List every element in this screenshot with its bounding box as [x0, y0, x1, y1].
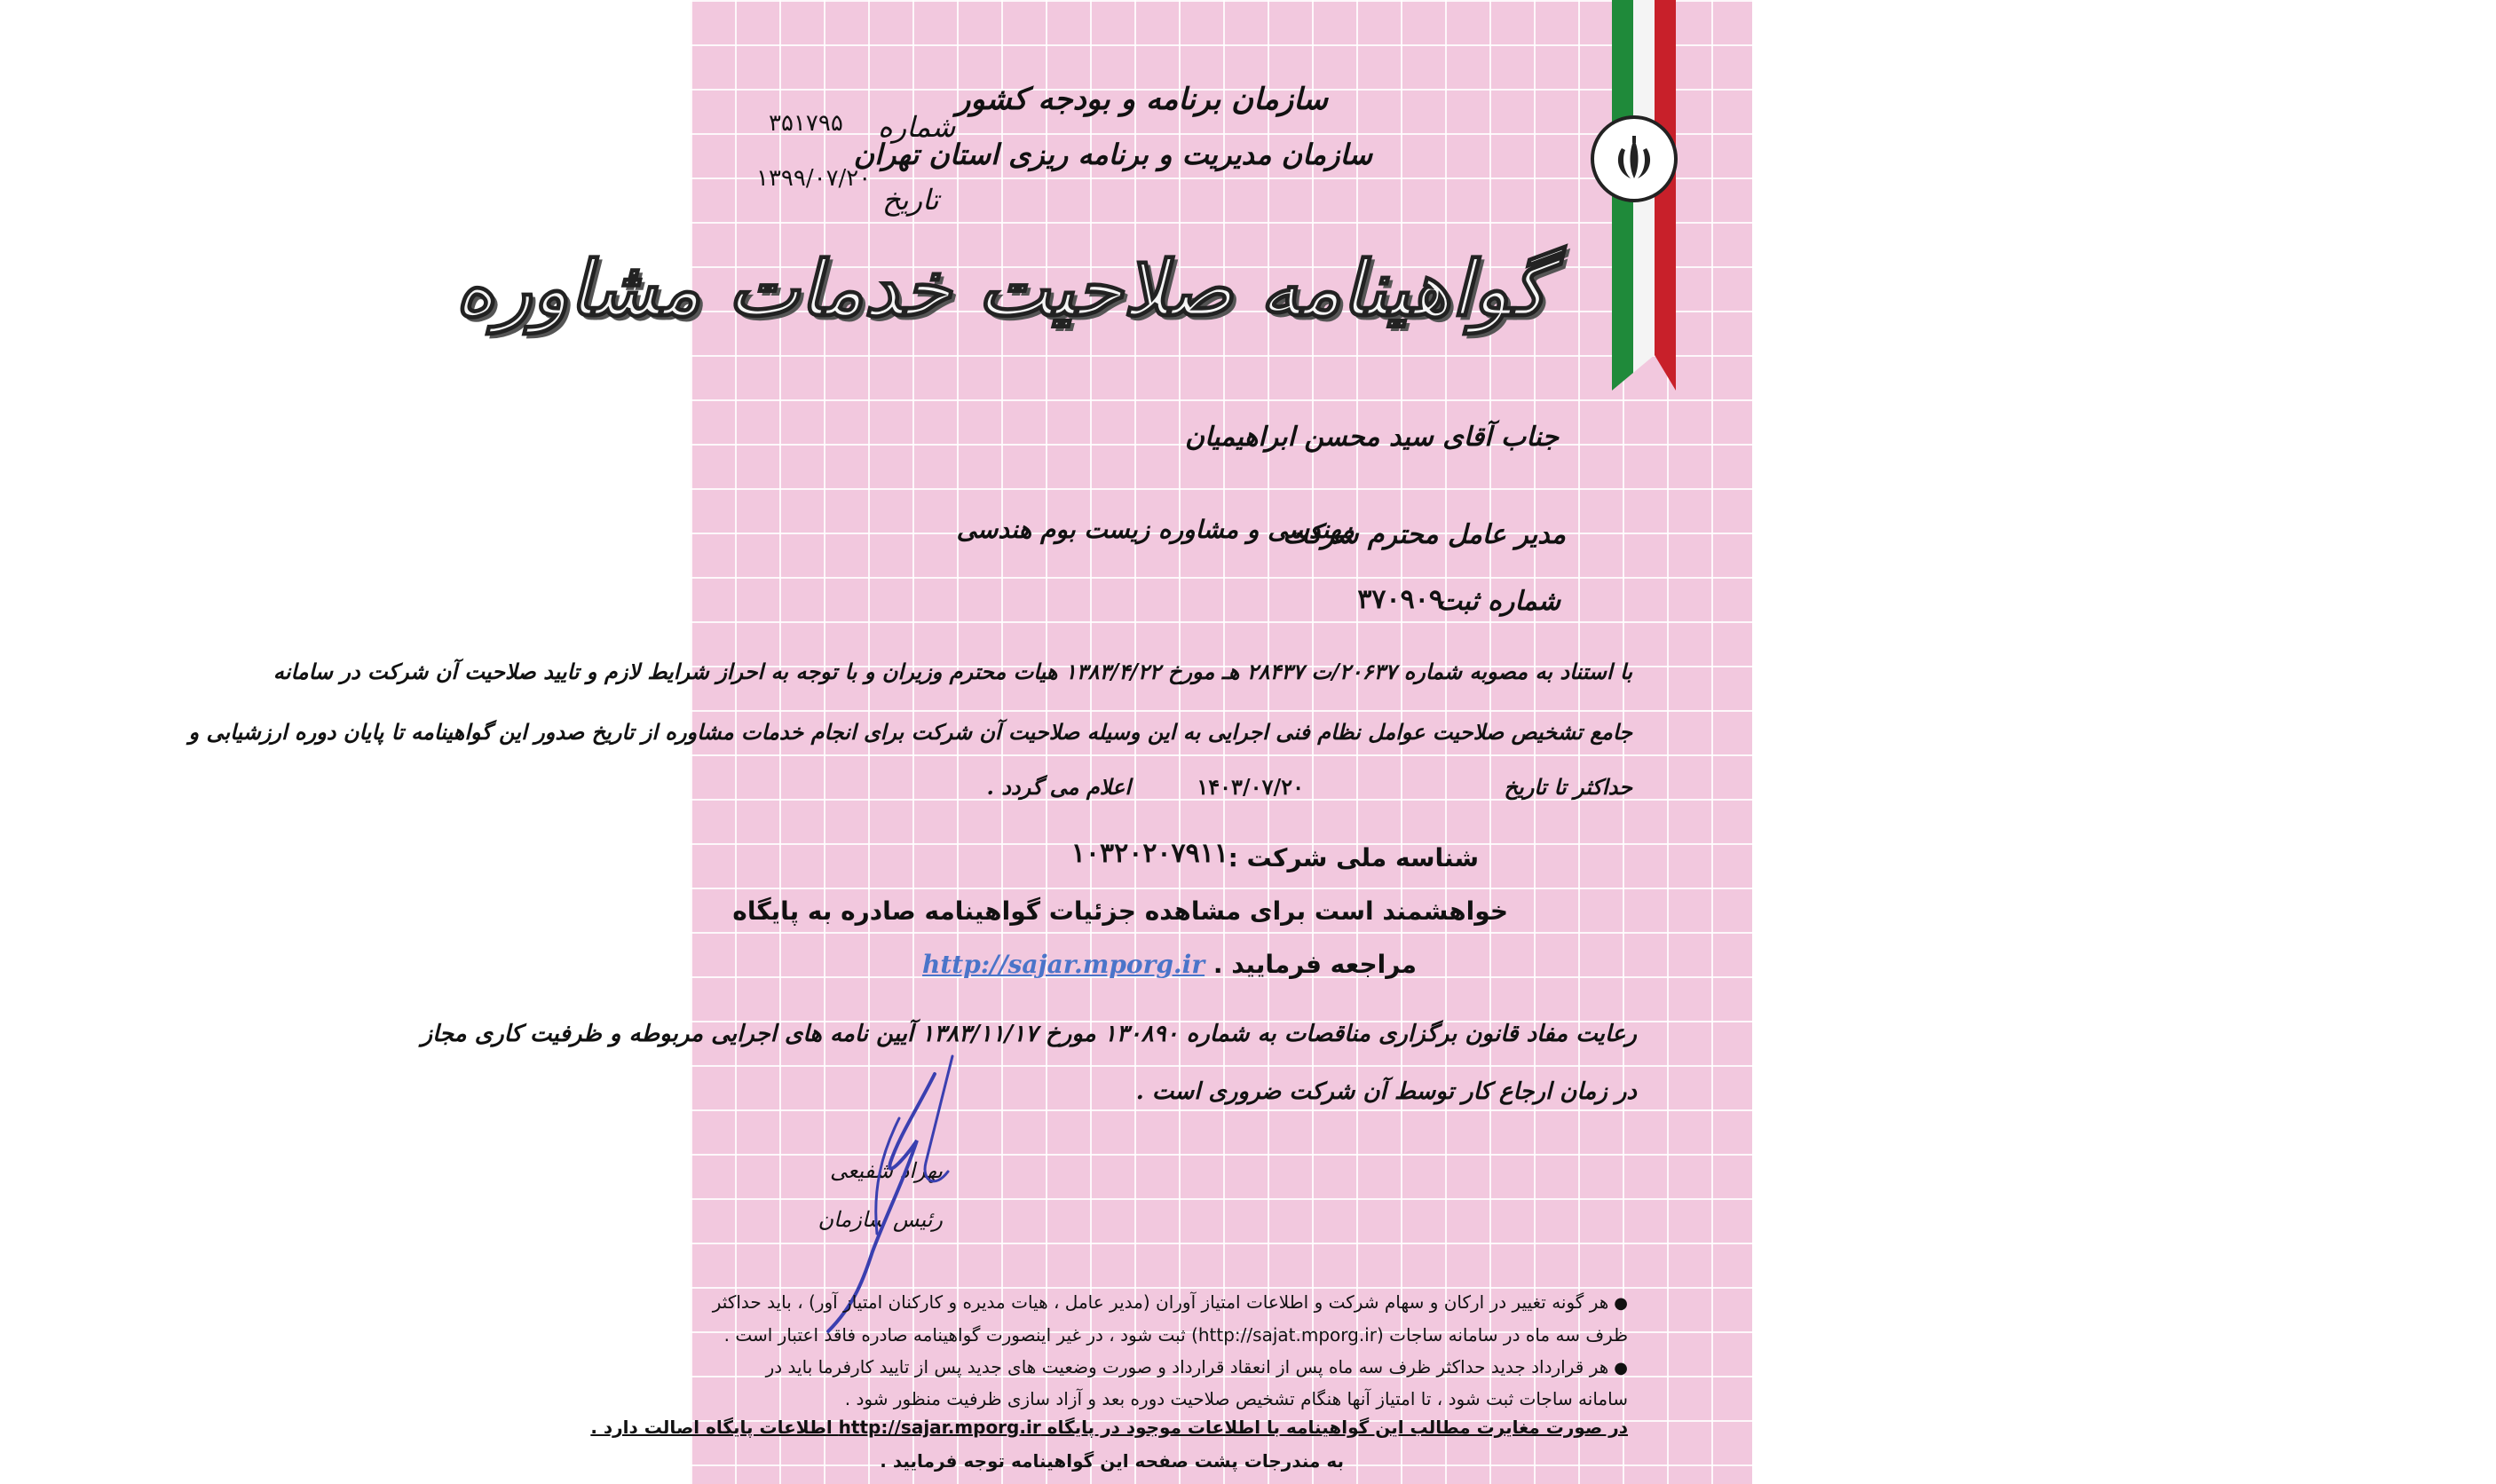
company-name: مهندسی و مشاوره زیست بوم هندسی [956, 515, 1355, 544]
number-label: شماره [878, 110, 956, 144]
national-id-value: ۱۰۳۲۰۲۰۷۹۱۱ [1070, 838, 1228, 869]
note-text: هر قرارداد جدید حداکثر ظرف سه ماه پس از انعقاد قرارداد و صورت وضعیت های جدید پس از تایید کارفرما باید در [765, 1356, 1609, 1377]
date-label: تاریخ [882, 183, 939, 217]
refer-text: مراجعه فرمایید . [1212, 950, 1417, 979]
org-name-secondary: سازمان مدیریت و برنامه ریزی استان تهران [853, 138, 1372, 171]
note-line [590, 1417, 1628, 1438]
note-text: در صورت مغایرت مطالب این گواهینامه با اطلاعات موجود در پایگاه http://sajar.mporg.ir اطلاعات پایگاه اصالت دارد . [590, 1417, 1628, 1438]
url-line [922, 950, 1417, 979]
rule-text-line: در زمان ارجاع کار توسط آن شرکت ضروری است . [1135, 1078, 1637, 1105]
note-line: ظرف سه ماه در سامانه ساجات (http://sajat.mporg.ir) ثبت شود ، در غیر اینصورت گواهینامه صادره فاقد اعتبار است . [723, 1324, 1628, 1346]
body-text-line: جامع تشخیص صلاحیت عوامل نظام فنی اجرایی به این وسیله صلاحیت آن شرکت برای انجام خدمات مشاوره از تاریخ صدور این گواهینامه تا پایان دوره ارزشیابی و [188, 719, 1632, 745]
ceo-label: مدیر عامل محترم شرکت [1283, 519, 1566, 550]
request-line: خواهشمند است برای مشاهده جزئیات گواهینامه صادره به پایگاه [732, 896, 1508, 926]
valid-until-date: ۱۴۰۳/۰۷/۲۰ [1197, 774, 1304, 800]
body-text-line: با استناد به مصوبه شماره ۲۰۶۳۷/ت ۲۸۴۳۷ هـ مورخ ۱۳۸۳/۴/۲۲ هیات محترم وزیران و با توجه به احراز شرایط لازم و تایید صلاحیت آن شرکت در سامانه [273, 659, 1632, 684]
signer-name: بهزاد شفیعی [829, 1158, 943, 1183]
registration-value: ۳۷۰۹۰۹ [1357, 584, 1443, 615]
iran-emblem-icon [1591, 115, 1678, 202]
announce-text: اعلام می گردد . [986, 774, 1131, 800]
certificate-title: گواهینامه صلاحیت خدمات مشاوره [454, 244, 1548, 334]
note-line: به مندرجات پشت صفحه این گواهینامه توجه فرمایید . [880, 1450, 1344, 1472]
rule-text-line: رعایت مفاد قانون برگزاری مناقصات به شماره ۱۳۰۸۹۰ مورخ ۱۳۸۳/۱۱/۱۷ آیین نامه های اجرایی مربوطه و ظرفیت کاری مجاز [421, 1021, 1637, 1047]
note-line [766, 1356, 1628, 1377]
signer-title: رئیس سازمان [818, 1207, 943, 1232]
number-value: ۳۵۱۷۹۵ [769, 110, 843, 137]
note-line [713, 1291, 1628, 1313]
bullet-icon: ● [1614, 1294, 1628, 1313]
note-text: هر گونه تغییر در ارکان و سهام شرکت و اطلاعات امتیاز آوران (مدیر عامل ، هیات مدیره و کارکنان امتیاز آور) ، باید حداکثر [712, 1291, 1609, 1313]
date-value: ۱۳۹۹/۰۷/۲۰ [756, 165, 872, 192]
national-id-label: شناسه ملی شرکت : [1228, 843, 1479, 872]
body-text-line: حداکثر تا تاریخ [1504, 774, 1632, 800]
bullet-icon: ● [1614, 1359, 1628, 1377]
sajar-link[interactable]: http://sajar.mporg.ir [922, 950, 1205, 979]
registration-label: شماره ثبت [1436, 586, 1560, 617]
note-line: سامانه ساجات ثبت شود ، تا امتیاز آنها هنگام تشخیص صلاحیت دوره بعد و آزاد سازی ظرفیت منظور شود . [844, 1388, 1628, 1409]
org-name-primary: سازمان برنامه و بودجه کشور [956, 82, 1328, 117]
recipient-name: جناب آقای سید محسن ابراهیمیان [1184, 422, 1559, 453]
certificate-page [188, 0, 1752, 1484]
